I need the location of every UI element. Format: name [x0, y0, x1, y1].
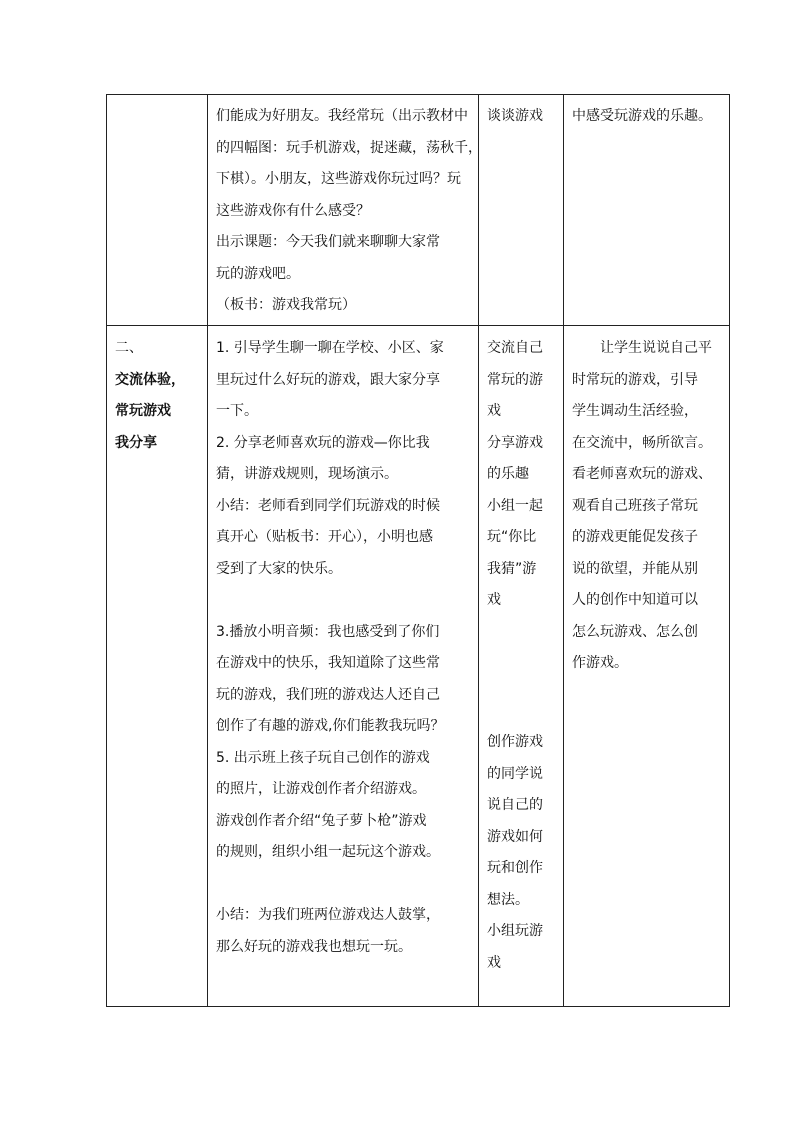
student-activity-cell	[479, 95, 564, 326]
student-activity-line: 小组玩游	[487, 923, 543, 939]
stage-title-line: 我分享	[115, 434, 157, 451]
student-activity-line: 玩和创作	[487, 860, 543, 876]
student-activity-line: 创作游戏	[487, 734, 543, 750]
design-intent-text: 中感受玩游戏的乐趣。	[572, 108, 712, 124]
process-line: 出示课题：今天我们就来聊聊大家常	[216, 234, 440, 250]
student-activity-line: 的乐趣	[487, 466, 529, 482]
design-intent-line: 人的创作中知道可以	[572, 592, 698, 608]
design-intent-line: 看老师喜欢玩的游戏、	[572, 466, 712, 482]
design-intent-line: 说的欲望，并能从别	[572, 560, 698, 577]
process-line: 游戏创作者介绍“兔子萝卜枪”游戏	[216, 812, 427, 829]
student-activity-text: 谈谈游戏	[487, 108, 543, 124]
process-line: 小结：老师看到同学们玩游戏的时候	[216, 497, 440, 514]
design-intent-cell	[564, 326, 730, 1007]
teaching-process-cell	[208, 326, 479, 1007]
stage-title-line: 交流体验，	[115, 371, 185, 388]
design-intent-line: 在交流中，畅所欲言。	[572, 434, 712, 451]
process-line: 的规则，组织小组一起玩这个游戏。	[216, 844, 440, 860]
process-line: （板书：游戏我常玩）	[216, 297, 356, 313]
student-activity-line: 常玩的游	[487, 371, 543, 388]
design-intent-line: 让学生说说自己平	[600, 340, 712, 356]
student-activity-line: 我猜”游	[487, 560, 537, 577]
design-intent-line: 作游戏。	[572, 655, 628, 671]
process-line: 一下。	[216, 403, 258, 419]
design-intent-line: 时常玩的游戏，引导	[572, 371, 698, 388]
student-activity-line: 戏	[487, 954, 501, 971]
student-activity-line: 戏	[487, 592, 501, 608]
process-line: 的照片，让游戏创作者介绍游戏。	[216, 781, 426, 797]
process-line: 2. 分享老师喜欢玩的游戏—你比我	[216, 434, 430, 451]
process-line: 里玩过什么好玩的游戏，跟大家分享	[216, 371, 440, 388]
process-line: 1. 引导学生聊一聊在学校、小区、家	[216, 340, 444, 356]
process-line: 小结：为我们班两位游戏达人鼓掌，	[216, 907, 440, 923]
teaching-process-cell	[208, 95, 482, 326]
design-intent-line: 观看自己班孩子常玩	[572, 497, 698, 514]
process-line: 真开心（贴板书：开心），小明也感	[216, 529, 433, 545]
design-intent-line: 的游戏更能促发孩子	[572, 529, 698, 545]
process-line: 那么好玩的游戏我也想玩一玩。	[216, 938, 412, 955]
student-activity-line: 交流自己	[487, 340, 543, 356]
student-activity-line: 小组一起	[487, 497, 543, 514]
process-line: 们能成为好朋友。我经常玩（出示教材中	[216, 108, 468, 124]
stage-cell	[107, 95, 208, 326]
student-activity-line: 戏	[487, 403, 501, 419]
student-activity-line: 说自己的	[487, 797, 543, 813]
process-line: 5. 出示班上孩子玩自己创作的游戏	[216, 749, 430, 766]
process-line: 下棋）。小朋友，这些游戏你玩过吗？玩	[216, 171, 461, 187]
student-activity-cell	[479, 326, 564, 1007]
process-line: 猜，讲游戏规则，现场演示。	[216, 466, 398, 482]
lesson-plan-table	[106, 94, 730, 1007]
design-intent-line: 怎么玩游戏、怎么创	[572, 623, 698, 640]
process-line: 在游戏中的快乐，我知道除了这些常	[216, 655, 440, 671]
stage-number: 二、	[115, 340, 143, 356]
student-activity-line: 分享游戏	[487, 434, 543, 451]
process-line: 受到了大家的快乐。	[216, 560, 342, 577]
design-intent-line: 学生调动生活经验，	[572, 403, 698, 419]
process-line: 玩的游戏吧。	[216, 265, 300, 282]
process-line: 创作了有趣的游戏,你们能教我玩吗？	[216, 718, 445, 734]
table-row	[107, 95, 730, 326]
student-activity-line: 的同学说	[487, 765, 543, 782]
process-line: 这些游戏你有什么感受？	[216, 202, 370, 219]
table-row	[107, 326, 730, 1007]
process-line: 玩的游戏，我们班的游戏达人还自己	[216, 686, 440, 703]
stage-title-line: 常玩游戏	[115, 403, 171, 419]
process-line: 的四幅图：玩手机游戏，捉迷藏，荡秋千，	[216, 139, 482, 156]
process-line: 3.播放小明音频：我也感受到了你们	[216, 623, 440, 640]
student-activity-line: 玩“你比	[487, 529, 537, 545]
stage-cell	[107, 326, 208, 1007]
student-activity-line: 想法。	[487, 891, 529, 908]
design-intent-cell	[564, 95, 730, 326]
student-activity-line: 游戏如何	[487, 828, 543, 845]
